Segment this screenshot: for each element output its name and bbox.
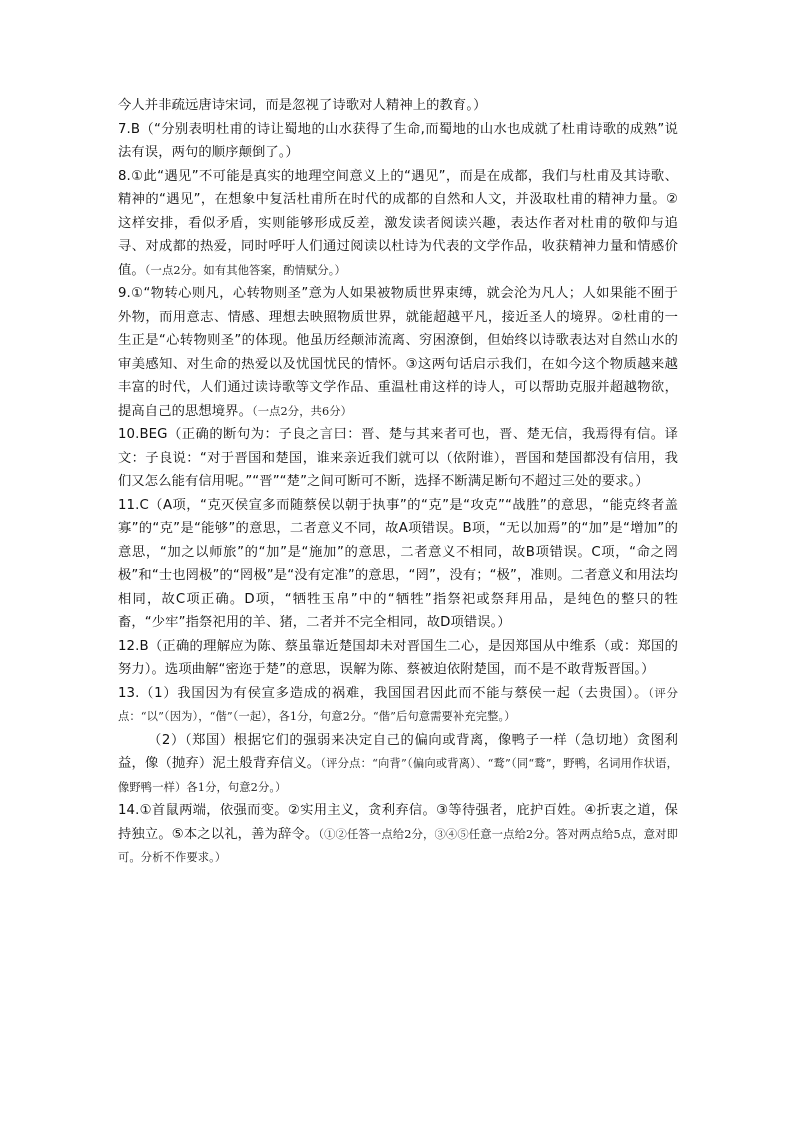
scoring-note: （①②任答一点给2分，③④⑤任意一点给2分。答对两点给5点，意对即可。分析不作要求。） bbox=[118, 827, 678, 864]
paragraph-text: 10.BEG（正确的断句为：子良之言曰：晋、楚与其来者可也，晋、楚无信，我焉得有信。译文：子良说：“对于晋国和楚国，谁来亲近我们就可以（依附谁），晋国和楚国都没有信用，我们又怎么能有信用呢。”“晋”“楚”之间可断可不断，选择不断满足断句不超过三处的要求。） bbox=[118, 427, 678, 489]
paragraph-text: 14.①首鼠两端，依强而变。②实用主义，贪利弃信。③等待强者，庇护百姓。④折衷之道，保持独立。⑤本之以礼，善为辞令。 bbox=[118, 803, 678, 842]
answer-8 bbox=[118, 165, 678, 283]
answer-key-page bbox=[118, 94, 678, 870]
paragraph-text: （2）（郑国）根据它们的强弱来决定自己的偏向或背离，像鸭子一样（急切地）贪图利益，像（抛弃）泥土般背弃信义。 bbox=[118, 732, 678, 771]
paragraph-text: 13.（1）我国因为有侯宣多造成的祸难，我国国君因此而不能与蔡侯一起（去贵国）。 bbox=[118, 685, 649, 701]
paragraph-text: 7.B（“分别表明杜甫的诗让蜀地的山水获得了生命,而蜀地的山水也成就了杜甫诗歌的成熟”说法有误，两句的顺序颠倒了。） bbox=[118, 121, 678, 160]
scoring-note: （评分点：“向背”（偏向或背离）、“鹜”（同“鹜”，野鸭，名词用作状语，像野鸭一样）各1分，句意2分。） bbox=[118, 757, 679, 794]
scoring-note: （评分点：“以”（因为），“偕”（一起），各1分，句意2分。“偕”后句意需要补充完整。） bbox=[118, 686, 678, 723]
answer-10 bbox=[118, 423, 678, 494]
paragraph-text: 11.C（A项，“克灭侯宣多而随蔡侯以朝于执事”的“克”是“攻克”“战胜”的意思，“能克终者盖寡”的“克”是“能够”的意思，二者意义不同，故A项错误。B项，“无以加焉”的“加”是“增加”的意思，“加之以师旅”的“加”是“施加”的意思，二者意义不相同，故B项错误。C项，“命之罔极”和“士也罔极”的“罔极”是“没有定准”的意思，“罔”，没有；“极”，准则。二者意义和用法均相同，故C项正确。D项，“牺牲玉帛”中的“牺牲”指祭祀或祭拜用品，是纯色的整只的牲畜，“少牢”指祭祀用的羊、猪，二者并不完全相同，故D项错误。） bbox=[118, 497, 678, 630]
answer-13-part-2 bbox=[118, 729, 678, 800]
scoring-note: （一点2分，共6分） bbox=[251, 404, 353, 418]
answer-11 bbox=[118, 494, 678, 635]
answer-9 bbox=[118, 282, 678, 423]
answer-13-part-1 bbox=[118, 682, 678, 729]
answer-7 bbox=[118, 118, 678, 165]
paragraph-text: 今人并非疏远唐诗宋词，而是忽视了诗歌对人精神上的教育。） bbox=[118, 98, 487, 113]
paragraph-text: 9.①“物转心则凡，心转物则圣”意为人如果被物质世界束缚，就会沦为凡人；人如果能不囿于外物，而用意志、情感、理想去映照物质世界，就能超越平凡，接近圣人的境界。②杜甫的一生正是“心转物则圣”的体现。他虽历经颠沛流离、穷困潦倒，但始终以诗歌表达对自然山水的审美感知、对生命的热爱以及忧国忧民的情怀。③这两句话启示我们，在如今这个物质越来越丰富的时代，人们通过读诗歌等文学作品、重温杜甫这样的诗人，可以帮助克服并超越物欲，提高自己的思想境界。 bbox=[118, 286, 678, 419]
paragraph-6-tail bbox=[118, 94, 678, 118]
paragraph-text: 8.①此“遇见”不可能是真实的地理空间意义上的“遇见”，而是在成都，我们与杜甫及其诗歌、精神的“遇见”，在想象中复活杜甫所在时代的成都的自然和人文，并汲取杜甫的精神力量。②这样安排，看似矛盾，实则能够形成反差，激发读者阅读兴趣，表达作者对杜甫的敬仰与追寻、对成都的热爱，同时呼吁人们通过阅读以杜诗为代表的文学作品，收获精神力量和情感价值。 bbox=[118, 168, 678, 278]
answer-14 bbox=[118, 799, 678, 870]
scoring-note: （一点2分。如有其他答案，酌情赋分。） bbox=[144, 263, 346, 277]
paragraph-text: 12.B（正确的理解应为陈、蔡虽靠近楚国却未对晋国生二心，是因郑国从中维系（或：郑国的努力）。选项曲解“密迩于楚”的意思，误解为陈、蔡被迫依附楚国，而不是不敢背叛晋国。） bbox=[118, 638, 678, 677]
answer-12 bbox=[118, 635, 678, 682]
